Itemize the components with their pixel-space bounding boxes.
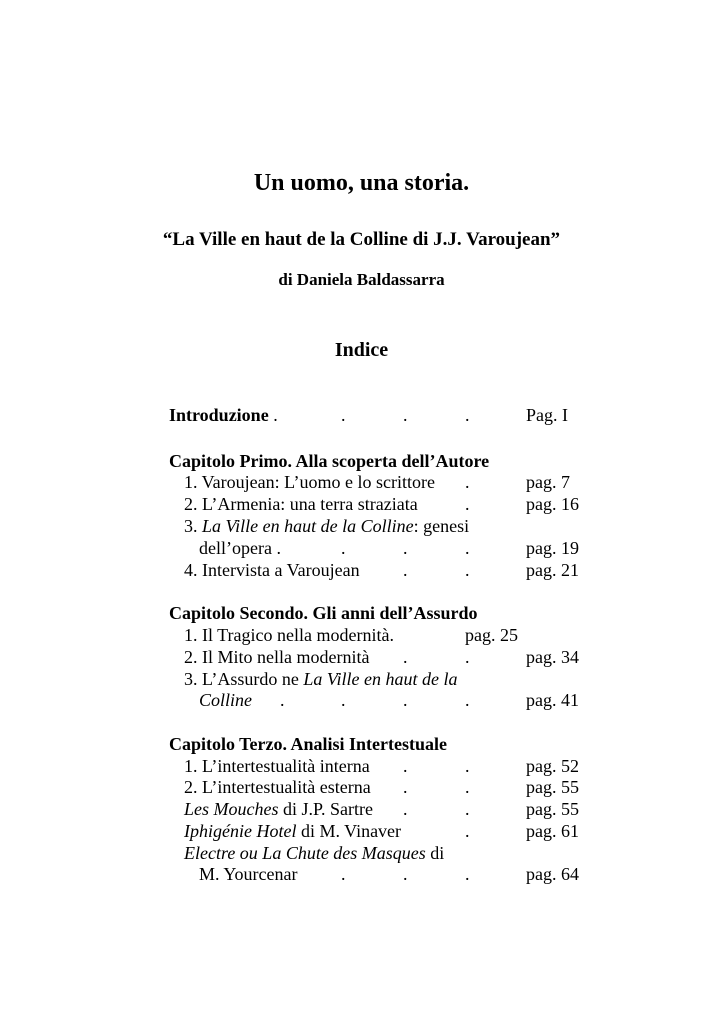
toc-entry-page: pag. 34	[526, 647, 579, 667]
toc-entry: Electre ou La Chute des Masques di	[184, 843, 445, 863]
toc-chapter-3-title: Capitolo Terzo. Analisi Intertestuale	[169, 734, 447, 754]
toc-entry-text: 2. L’intertestualità esterna	[184, 777, 371, 797]
toc-entry: 2. L’intertestualità esterna . . pag. 55	[184, 777, 579, 797]
document-author: di Daniela Baldassarra	[278, 270, 445, 289]
document-subtitle: “La Ville en haut de la Colline di J.J. Varoujean”	[162, 229, 561, 250]
toc-entry-page: pag. 64	[526, 864, 579, 884]
toc-entry: 1. L’intertestualità interna . . pag. 52	[184, 756, 579, 776]
toc-entry: Les Mouches di J.P. Sartre . . pag. 55	[184, 799, 579, 819]
toc-entry-italic: La Ville en haut de la	[303, 669, 458, 689]
toc-entry: 2. Il Mito nella modernità . . pag. 34	[184, 647, 579, 667]
toc-intro-page: Pag. I	[526, 405, 568, 425]
toc-entry-page: pag. 61	[526, 821, 579, 841]
toc-entry-italic: Iphigénie Hotel	[184, 821, 297, 841]
toc-entry-page: pag. 25	[465, 625, 518, 645]
toc-entry-italic: Electre ou La Chute des Masques	[184, 843, 426, 863]
toc-entry-page: pag. 55	[526, 799, 579, 819]
toc-entry-text: 1. L’intertestualità interna	[184, 756, 370, 776]
toc-chapter-1-title: Capitolo Primo. Alla scoperta dell’Autore	[169, 451, 490, 471]
toc-entry-page: pag. 21	[526, 560, 579, 580]
toc-entry-continued: Colline . . . . pag. 41	[199, 690, 579, 710]
toc-entry: 1. Varoujean: L’uomo e lo scrittore . pag. 7	[184, 472, 570, 492]
toc-entry-italic: La Ville en haut de la Colline	[202, 516, 414, 536]
toc-intro-row: Introduzione . . . . Pag. I	[169, 405, 568, 425]
toc-entry-page: pag. 7	[526, 472, 570, 492]
toc-entry: 3. La Ville en haut de la Colline: genesi	[184, 516, 470, 536]
toc-entry: 3. L’Assurdo ne La Ville en haut de la	[184, 669, 458, 689]
toc-entry: 2. L’Armenia: una terra straziata . pag. 16	[184, 494, 579, 514]
toc-intro-label: Introduzione	[169, 405, 269, 425]
toc-entry-page: pag. 55	[526, 777, 579, 797]
toc-entry-continued: dell’opera . . . . pag. 19	[199, 538, 579, 558]
toc-entry-italic: Les Mouches	[184, 799, 279, 819]
toc-entry-text: 4. Intervista a Varoujean	[184, 560, 360, 580]
toc-entry-page: pag. 19	[526, 538, 579, 558]
toc-entry-page: pag. 16	[526, 494, 579, 514]
toc-entry-page: pag. 41	[526, 690, 579, 710]
toc-entry-text: 1. Il Tragico nella modernità	[184, 625, 390, 645]
toc-entry: 4. Intervista a Varoujean . . pag. 21	[184, 560, 579, 580]
toc-chapter-2-title: Capitolo Secondo. Gli anni dell’Assurdo	[169, 603, 478, 623]
index-heading: Indice	[334, 339, 389, 361]
toc-entry: 1. Il Tragico nella modernità. pag. 25	[184, 625, 518, 645]
toc-entry-continued: M. Yourcenar . . . pag. 64	[199, 864, 579, 884]
toc-entry-text: 2. Il Mito nella modernità	[184, 647, 370, 667]
toc-entry-page: pag. 52	[526, 756, 579, 776]
toc-entry-text: 2. L’Armenia: una terra straziata	[184, 494, 418, 514]
document-title: Un uomo, una storia.	[253, 170, 470, 196]
toc-entry: Iphigénie Hotel di M. Vinaver . pag. 61	[184, 821, 579, 841]
toc-entry-text: 1. Varoujean: L’uomo e lo scrittore	[184, 472, 435, 492]
